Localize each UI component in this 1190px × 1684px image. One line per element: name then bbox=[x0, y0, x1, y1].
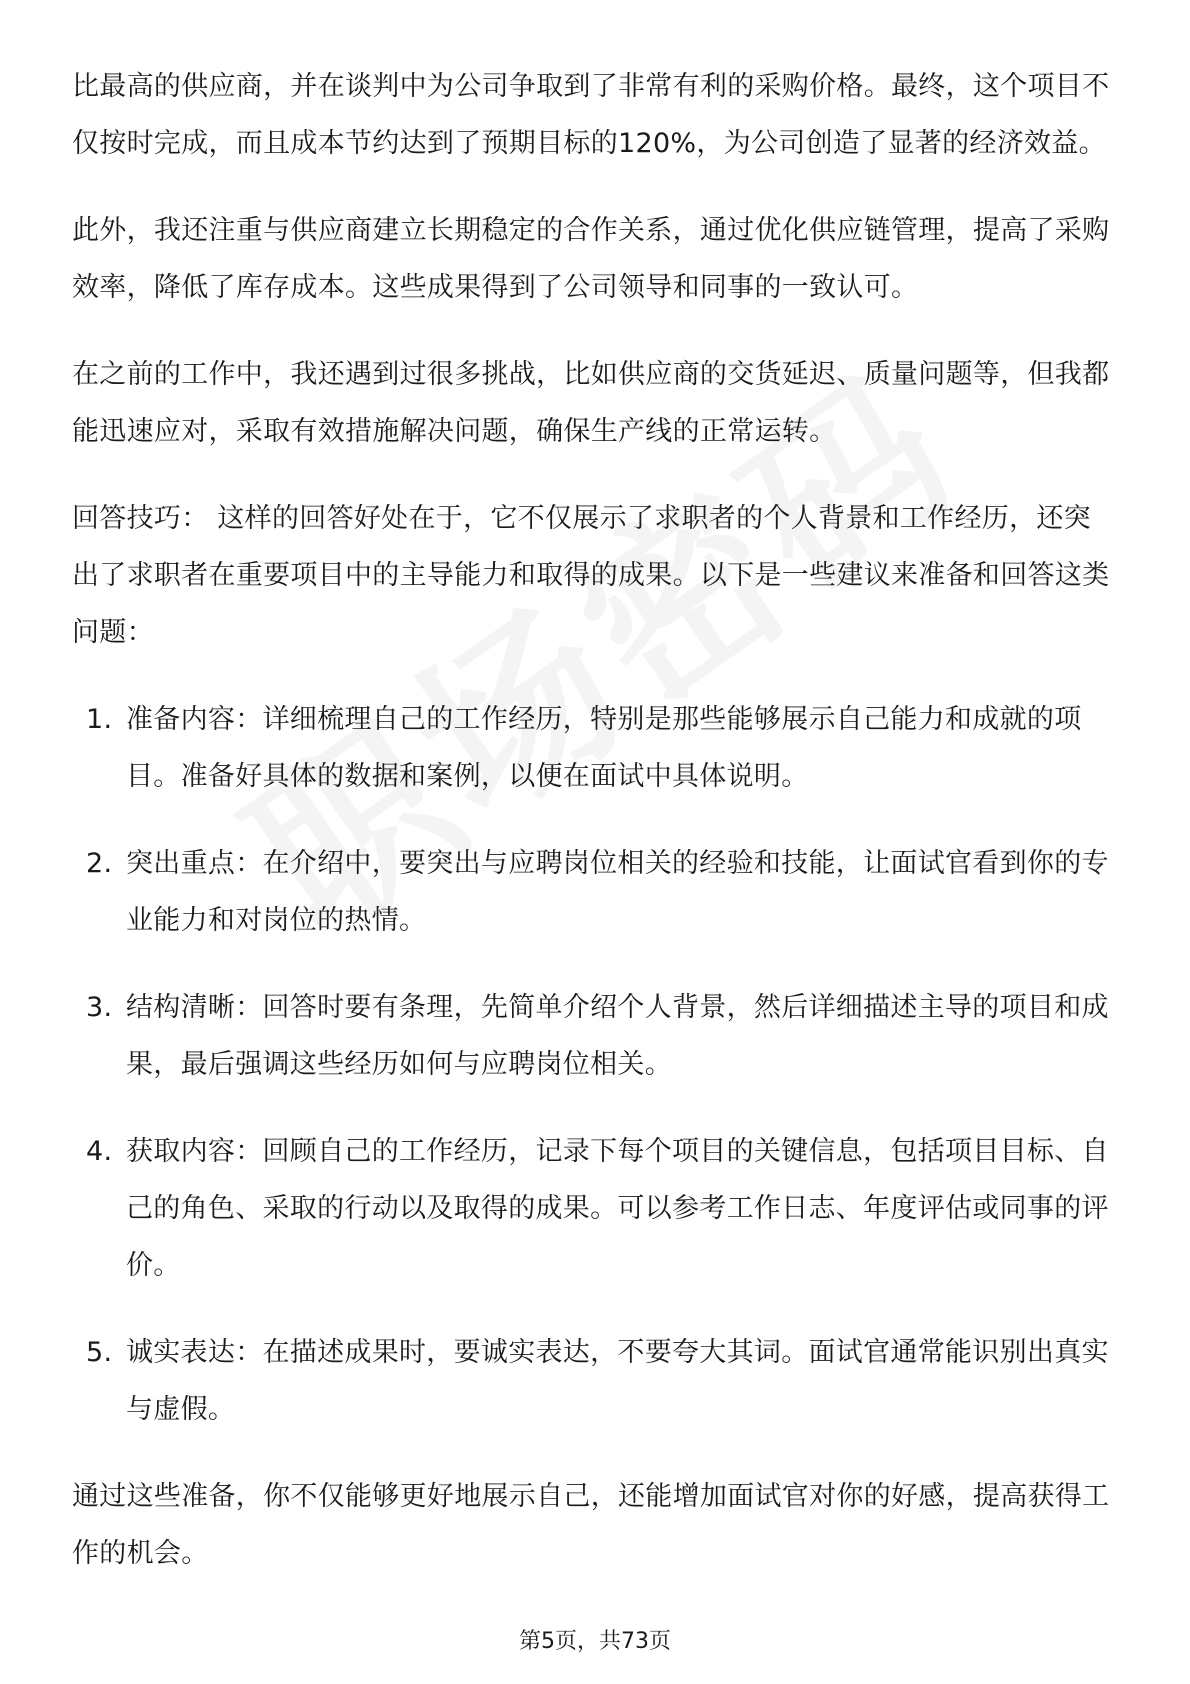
list-item-text: 突出重点：在介绍中，要突出与应聘岗位相关的经验和技能，让面试官看到你的专业能力和对岗位的热情。 bbox=[126, 848, 1109, 936]
list-item bbox=[72, 691, 1118, 805]
list-item-number: 2. bbox=[86, 848, 113, 879]
list-item-number: 4. bbox=[86, 1136, 113, 1167]
list-item bbox=[72, 979, 1118, 1093]
paragraph-2: 此外，我还注重与供应商建立长期稳定的合作关系，通过优化供应链管理，提高了采购效率，降低了库存成本。这些成果得到了公司领导和同事的一致认可。 bbox=[72, 215, 1110, 303]
paragraph-1: 比最高的供应商，并在谈判中为公司争取到了非常有利的采购价格。最终，这个项目不仅按时完成，而且成本节约达到了预期目标的120%，为公司创造了显著的经济效益。 bbox=[72, 71, 1110, 159]
list-item-text: 准备内容：详细梳理自己的工作经历，特别是那些能够展示自己能力和成就的项目。准备好具体的数据和案例，以便在面试中具体说明。 bbox=[126, 704, 1082, 792]
list-item bbox=[72, 1123, 1118, 1294]
page-content bbox=[72, 58, 1118, 1612]
list-item-number: 1. bbox=[86, 704, 113, 735]
list-item-text: 结构清晰：回答时要有条理，先简单介绍个人背景，然后详细描述主导的项目和成果，最后强调这些经历如何与应聘岗位相关。 bbox=[126, 992, 1109, 1080]
page-footer: 第5页，共73页 bbox=[519, 1629, 671, 1654]
list-item-text: 诚实表达：在描述成果时，要诚实表达，不要夸大其词。面试官通常能识别出真实与虚假。 bbox=[126, 1337, 1109, 1425]
answer-tips-paragraph: 回答技巧： 这样的回答好处在于，它不仅展示了求职者的个人背景和工作经历，还突出了求职者在重要项目中的主导能力和取得的成果。以下是一些建议来准备和回答这类问题： bbox=[72, 503, 1110, 648]
list-item-number: 3. bbox=[86, 992, 113, 1023]
list-item-number: 5. bbox=[86, 1337, 113, 1368]
paragraph-3: 在之前的工作中，我还遇到过很多挑战，比如供应商的交货延迟、质量问题等，但我都能迅速应对，采取有效措施解决问题，确保生产线的正常运转。 bbox=[72, 359, 1110, 447]
tips-list bbox=[72, 691, 1118, 1438]
list-item bbox=[72, 835, 1118, 949]
list-item-text: 获取内容：回顾自己的工作经历，记录下每个项目的关键信息，包括项目目标、自己的角色、采取的行动以及取得的成果。可以参考工作日志、年度评估或同事的评价。 bbox=[126, 1136, 1109, 1281]
closing-paragraph: 通过这些准备，你不仅能够更好地展示自己，还能增加面试官对你的好感，提高获得工作的机会。 bbox=[72, 1481, 1110, 1569]
list-item bbox=[72, 1324, 1118, 1438]
